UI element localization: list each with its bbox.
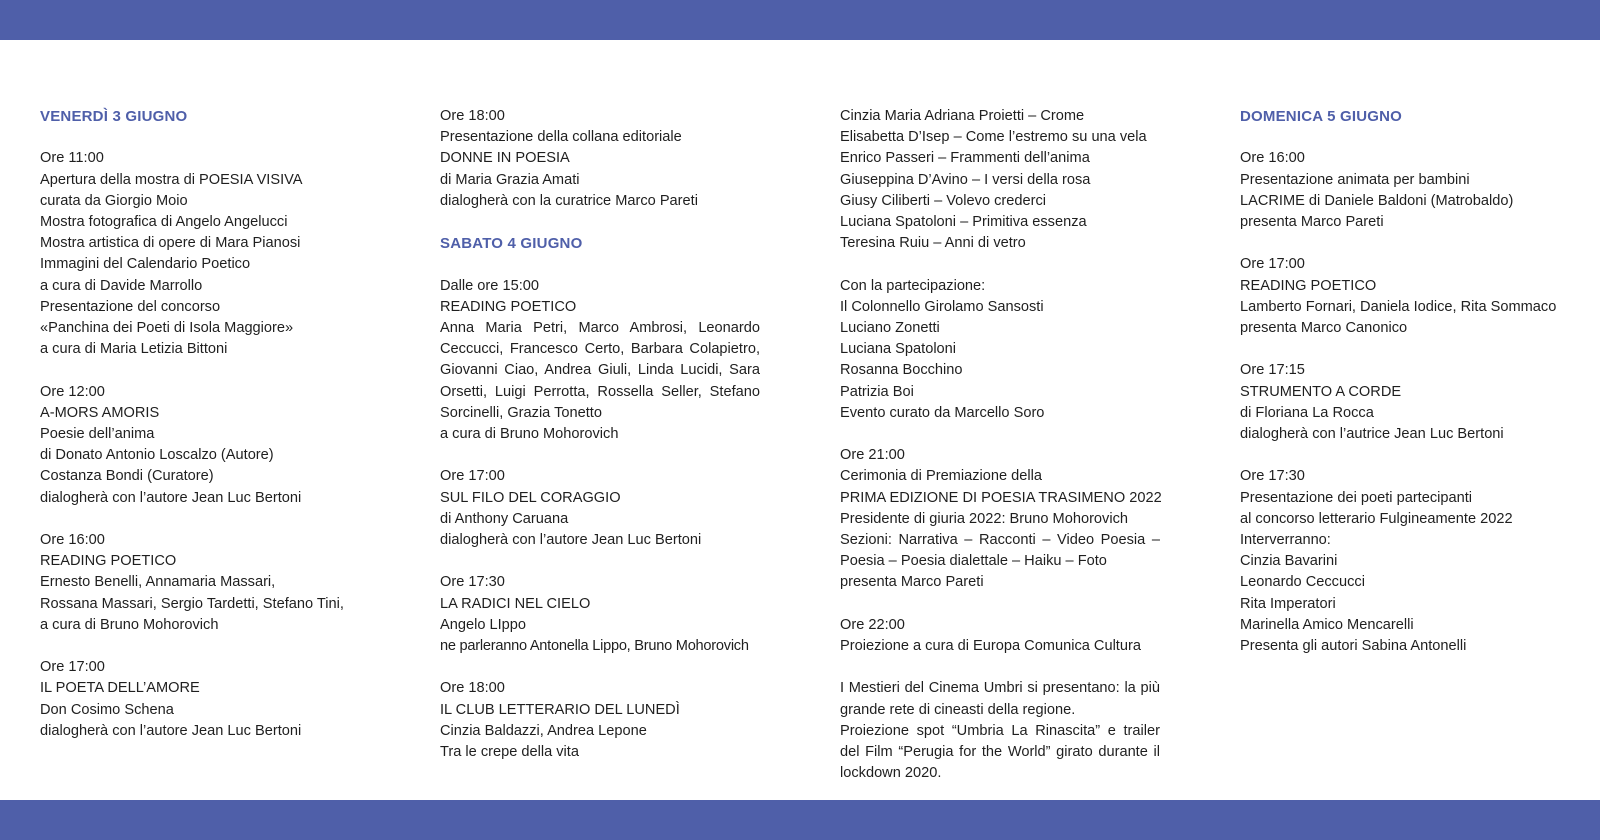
event-line: Presentazione della collana editoriale (440, 129, 682, 146)
event-time: Dalle ore 15:00 (440, 277, 539, 294)
event-line: Anna Maria Petri, Marco Ambrosi, Leonardo (440, 320, 760, 336)
event-block (440, 572, 760, 657)
event-line: presenta Marco Pareti (840, 574, 984, 591)
column-saturday-continued (840, 106, 1160, 784)
event-line: Luciana Spatoloni – Primitiva essenza (840, 214, 1087, 231)
event-time: Ore 17:00 (1240, 256, 1305, 273)
event-line: Sorcinelli, Grazia Tonetto (440, 404, 602, 421)
event-line: Mostra artistica di opere di Mara Pianosi (40, 235, 301, 252)
event-line: Presidente di giuria 2022: Bruno Mohorovich (840, 510, 1128, 527)
event-line: di Anthony Caruana (440, 510, 569, 527)
event-line: Teresina Ruiu – Anni di vetro (840, 235, 1026, 252)
event-line: Giuseppina D’Avino – I versi della rosa (840, 171, 1091, 188)
event-block (440, 106, 760, 212)
event-line: Angelo LIppo (440, 616, 527, 633)
event-time: Ore 11:00 (40, 150, 104, 167)
event-line: Tra le crepe della vita (440, 744, 579, 761)
event-line: PRIMA EDIZIONE DI POESIA TRASIMENO 2022 (840, 489, 1162, 506)
event-line: Proiezione a cura di Europa Comunica Cultura (840, 638, 1141, 655)
event-line: dialogherà con l’autore Jean Luc Bertoni (40, 489, 302, 506)
event-line: Patrizia Boi (840, 383, 914, 400)
event-line: dialogherà con l’autore Jean Luc Bertoni (40, 722, 302, 739)
day-heading-saturday: SABATO 4 GIUGNO (440, 235, 583, 253)
event-time: Ore 21:00 (840, 447, 905, 464)
bottom-band (0, 800, 1600, 840)
event-line: presenta Marco Canonico (1240, 320, 1408, 336)
event-line: Presentazione animata per bambini (1240, 171, 1470, 188)
event-line: Cinzia Maria Adriana Proietti – Crome (840, 108, 1085, 124)
event-line: di Maria Grazia Amati (440, 171, 580, 188)
event-line: Lamberto Fornari, Daniela Iodice, Rita Sommaco (1240, 298, 1557, 315)
event-line: Elisabetta D’Isep – Come l’estremo su una vela (840, 129, 1147, 146)
event-line: Con la partecipazione: (840, 277, 986, 294)
event-block (440, 678, 760, 763)
event-line: Rossana Massari, Sergio Tardetti, Stefano Tini, (40, 595, 344, 612)
event-line: dialogherà con l’autrice Jean Luc Bertoni (1240, 426, 1504, 442)
event-line: a cura di Maria Letizia Bittoni (40, 341, 228, 358)
event-block (840, 106, 1160, 254)
event-line: IL POETA DELL’AMORE (40, 680, 200, 697)
event-line: I Mestieri del Cinema Umbri si presentano: la più (840, 680, 1160, 697)
event-line: Cinzia Baldazzi, Andrea Lepone (440, 722, 647, 739)
event-time: Ore 17:00 (40, 659, 105, 676)
event-line: Marinella Amico Mencarelli (1240, 616, 1414, 633)
event-line: Luciano Zonetti (840, 320, 940, 337)
event-time: Ore 16:00 (40, 532, 105, 549)
event-line: IL CLUB LETTERARIO DEL LUNEDÌ (440, 701, 680, 718)
day-heading-sunday: DOMENICA 5 GIUGNO (1240, 108, 1403, 125)
event-line: Don Cosimo Schena (40, 701, 174, 718)
event-line: STRUMENTO A CORDE (1240, 383, 1402, 400)
event-line: Orsetti, Luigi Perrotta, Rossella Seller, Stefano (440, 383, 760, 400)
event-line: a cura di Davide Marrollo (40, 277, 203, 294)
event-line: Presentazione dei poeti partecipanti (1240, 489, 1473, 506)
event-block (840, 678, 1160, 784)
event-time: Ore 17:30 (1240, 468, 1305, 485)
event-block (1240, 254, 1585, 339)
event-block (1240, 148, 1585, 233)
event-line: dialogherà con l’autore Jean Luc Bertoni (440, 532, 702, 549)
event-block (840, 615, 1160, 657)
event-line: grande rete di cineasti della regione. (840, 701, 1076, 718)
event-line: Cinzia Bavarini (1240, 553, 1338, 570)
event-line: «Panchina dei Poeti di Isola Maggiore» (40, 320, 294, 337)
event-line: Costanza Bondi (Curatore) (40, 468, 214, 485)
event-line: READING POETICO (440, 298, 577, 315)
event-line: Mostra fotografica di Angelo Angelucci (40, 214, 288, 230)
event-line: SUL FILO DEL CORAGGIO (440, 489, 621, 506)
event-line: Giusy Ciliberti – Volevo crederci (840, 192, 1047, 209)
event-block (1240, 466, 1585, 657)
event-line: Immagini del Calendario Poetico (40, 256, 251, 273)
event-block (40, 530, 380, 636)
event-line: Presenta gli autori Sabina Antonelli (1240, 638, 1467, 655)
event-line: Presentazione del concorso (40, 298, 221, 315)
event-line: curata da Giorgio Moio (40, 192, 188, 209)
event-line: Evento curato da Marcello Soro (840, 404, 1045, 421)
event-line: Proiezione spot “Umbria La Rinascita” e trailer (840, 722, 1160, 739)
event-block (1240, 360, 1585, 445)
event-block (840, 445, 1160, 593)
event-line: ne parleranno Antonella Lippo, Bruno Mohorovich (440, 638, 749, 655)
event-line: al concorso letterario Fulgineamente 2022 (1240, 510, 1513, 527)
event-time: Ore 17:15 (1240, 362, 1305, 379)
event-line: dialogherà con la curatrice Marco Pareti (440, 192, 698, 209)
event-block (840, 276, 1160, 424)
event-line: Poesie dell’anima (40, 426, 155, 443)
event-line: Rosanna Bocchino (840, 362, 963, 379)
event-time: Ore 18:00 (440, 108, 505, 124)
event-block (40, 657, 380, 742)
event-line: Il Colonnello Girolamo Sansosti (840, 298, 1044, 315)
event-line: Sezioni: Narrativa – Racconti – Video Poesia – (840, 532, 1160, 549)
event-block (40, 382, 380, 509)
event-line: Interverranno: (1240, 532, 1331, 548)
event-line: Leonardo Ceccucci (1240, 574, 1365, 591)
top-band (0, 0, 1600, 40)
event-block (40, 148, 380, 360)
event-line: Rita Imperatori (1240, 595, 1336, 612)
event-time: Ore 18:00 (440, 680, 505, 697)
day-heading-friday: VENERDÌ 3 GIUGNO (40, 108, 188, 125)
event-time: Ore 17:00 (440, 468, 505, 485)
column-sunday (1240, 106, 1585, 657)
column-friday (40, 106, 380, 742)
event-line: Ceccucci, Francesco Certo, Barbara Colapietro, (440, 341, 760, 358)
event-line: del Film “Perugia for the World” girato durante il (840, 744, 1160, 761)
event-line: presenta Marco Pareti (1240, 214, 1384, 230)
event-time: Ore 22:00 (840, 616, 905, 633)
event-line: Ernesto Benelli, Annamaria Massari, (40, 574, 276, 591)
event-line: lockdown 2020. (840, 765, 942, 782)
event-line: Apertura della mostra di POESIA VISIVA (40, 171, 303, 188)
event-line: READING POETICO (40, 553, 177, 570)
event-line: di Donato Antonio Loscalzo (Autore) (40, 447, 274, 464)
event-line: LA RADICI NEL CIELO (440, 595, 591, 612)
event-line: di Floriana La Rocca (1240, 404, 1374, 421)
event-line: Giovanni Ciao, Andrea Giuli, Linda Lucidi, Sara (440, 362, 760, 379)
column-saturday (440, 106, 760, 763)
event-line: A-MORS AMORIS (40, 404, 160, 421)
event-line: a cura di Bruno Mohorovich (440, 426, 619, 443)
event-time: Ore 17:30 (440, 574, 505, 591)
event-block (440, 466, 760, 551)
event-line: Luciana Spatoloni (840, 341, 957, 358)
event-block (440, 276, 760, 446)
event-line: LACRIME di Daniele Baldoni (Matrobaldo) (1240, 192, 1514, 209)
event-time: Ore 12:00 (40, 383, 105, 400)
event-line: DONNE IN POESIA (440, 150, 570, 167)
event-line: Poesia – Poesia dialettale – Haiku – Foto (840, 553, 1107, 570)
event-line: READING POETICO (1240, 277, 1377, 294)
event-line: Enrico Passeri – Frammenti dell’anima (840, 150, 1090, 167)
event-time: Ore 16:00 (1240, 150, 1305, 167)
event-line: a cura di Bruno Mohorovich (40, 616, 219, 633)
event-line: Cerimonia di Premiazione della (840, 468, 1042, 485)
